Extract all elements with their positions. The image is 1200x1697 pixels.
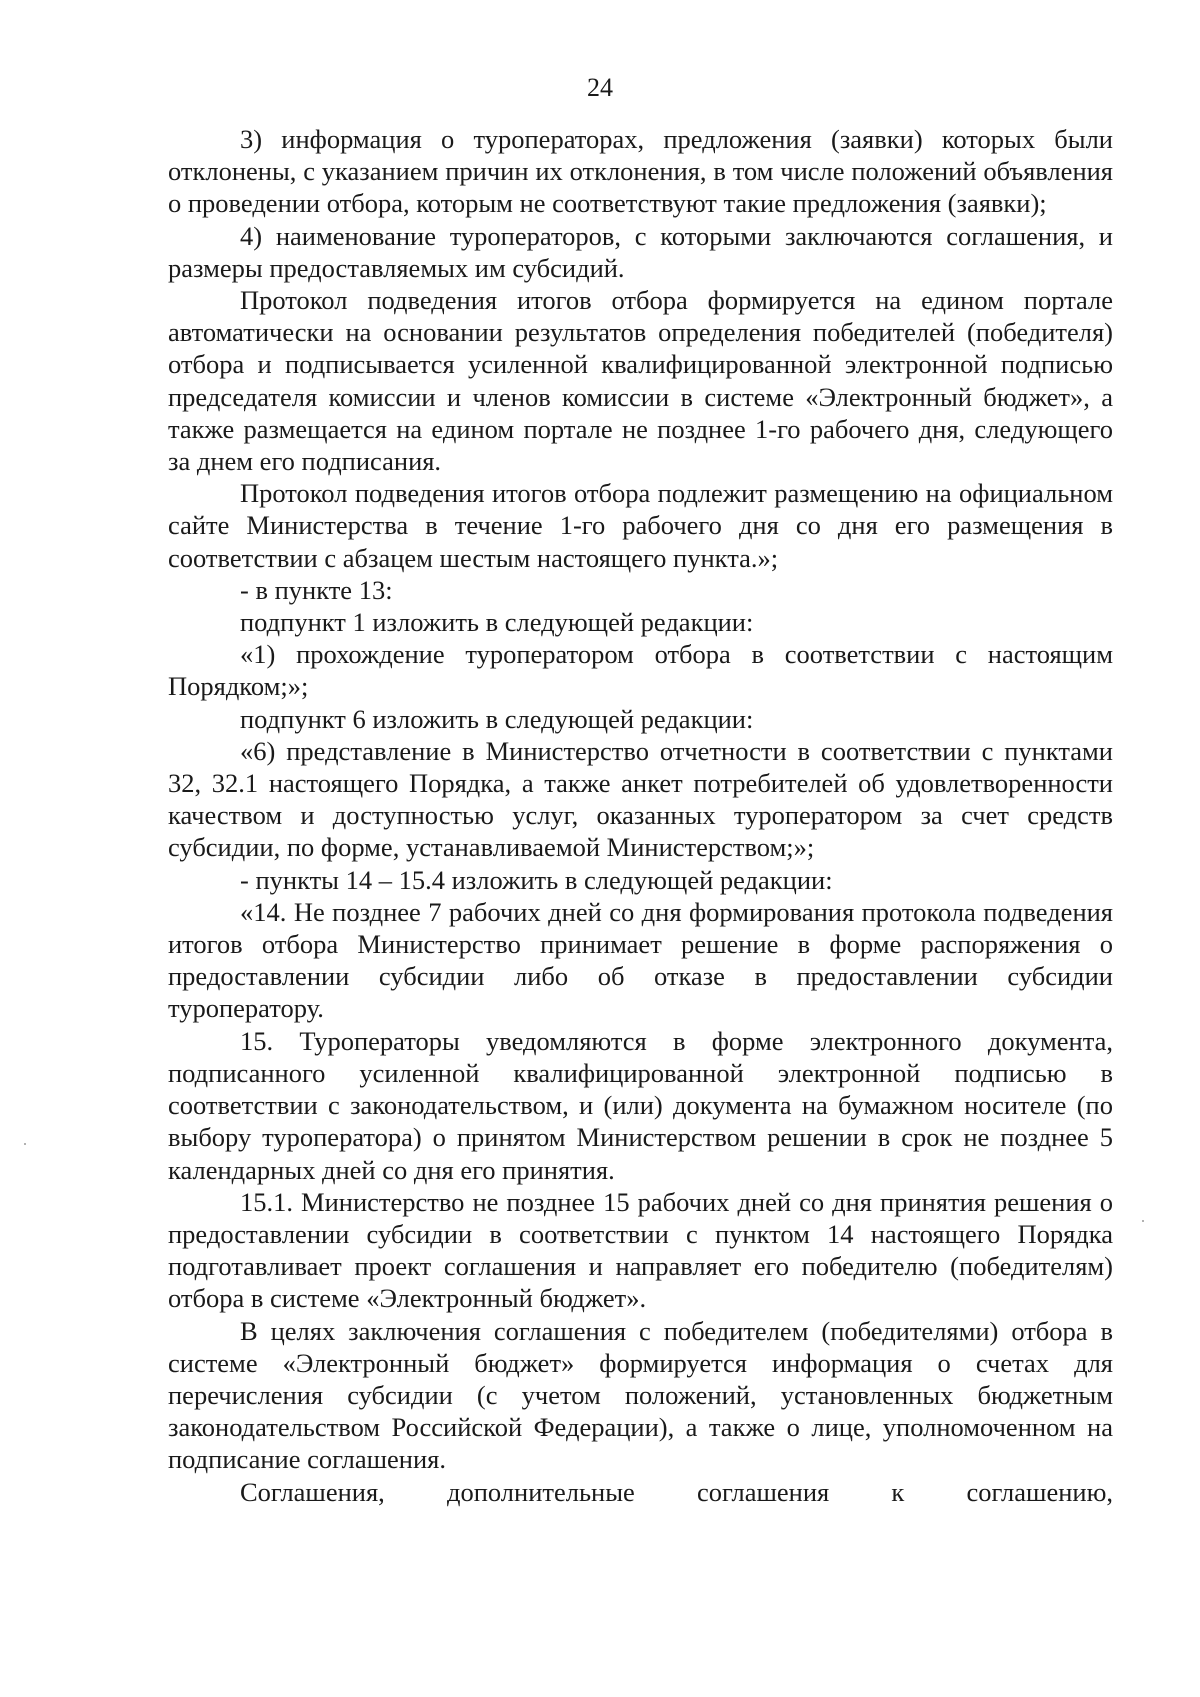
paragraph-agreement-info: В целях заключения соглашения с победителем (победителями) отбора в системе «Электронный бюджет» формируется информация о счетах для перечисления субсидии (с учетом положений, установленных бюджетным законодательством Российской Федерации), а также о лице, уполномоченном на подписание соглашения. [168,1315,1113,1475]
paragraph-protocol-formation: Протокол подведения итогов отбора формируется на едином портале автоматически на основании результатов определения победителей (победителя) отбора и подписывается усиленной квалифицированной электронной подписью председателя комиссии и членов комиссии в системе «Электронный бюджет», а также размещается на едином портале не позднее 1-го рабочего дня, следующего за днем его подписания. [168,285,1113,477]
paragraph-agreements-continued: Соглашения, дополнительные соглашения к соглашению, [240,1476,1113,1507]
page-number: 24 [587,73,613,102]
scan-artifact-dot [1142,1220,1144,1222]
paragraph-clause-15: 15. Туроператоры уведомляются в форме электронного документа, подписанного усиленной квалифицированной электронной подписью в соответствии с законодательством, и (или) документа на бумажном носителе (по выбору туроператора) о принятом Министерством решении в срок не позднее 5 календарных дней со дня его принятия. [168,1025,1113,1185]
paragraph-clause-15-1: 15.1. Министерство не позднее 15 рабочих дней со дня принятия решения о предоставлении субсидии в соответствии с пунктом 14 настоящего Порядка подготавливает проект соглашения и направляет его победителю (победителям) отбора в системе «Электронный бюджет». [168,1186,1113,1314]
paragraph-item-3: 3) информация о туроператорах, предложения (заявки) которых были отклонены, с указанием причин их отклонения, в том числе положений объявления о проведении отбора, которым не соответствуют такие предложения (заявки); [168,124,1113,219]
document-body [168,123,1113,1508]
paragraph-clause-14: «14. Не позднее 7 рабочих дней со дня формирования протокола подведения итогов отбора Министерство принимает решение в форме распоряжения о предоставлении субсидии либо об отказе в предоставлении субсидии туроператору. [168,896,1113,1024]
paragraph-protocol-publication: Протокол подведения итогов отбора подлежит размещению на официальном сайте Министерства в течение 1-го рабочего дня со дня его размещения в соответствии с абзацем шестым настоящего пункта.»; [168,478,1113,573]
paragraph-item-4: 4) наименование туроператоров, с которыми заключаются соглашения, и размеры предоставляемых им субсидий. [168,220,1113,283]
paragraph-subclause-6-text: «6) представление в Министерство отчетности в соответствии с пунктами 32, 32.1 настоящего Порядка, а также анкет потребителей об удовлетворенности качеством и доступностью услуг, оказанных туроператором за счет средств субсидии, по форме, устанавливаемой Министерством;»; [168,735,1113,863]
paragraph-subclause-1-text: «1) прохождение туроператором отбора в соответствии с настоящим Порядком;»; [168,639,1113,702]
paragraph-subclause-6-intro: подпункт 6 изложить в следующей редакции: [240,703,754,734]
paragraph-clause-13-intro: - в пункте 13: [240,574,393,605]
paragraph-subclause-1-intro: подпункт 1 изложить в следующей редакции: [240,607,754,638]
scan-artifact-dot [24,1143,26,1145]
paragraph-clauses-14-15-intro: - пункты 14 – 15.4 изложить в следующей редакции: [240,864,833,895]
